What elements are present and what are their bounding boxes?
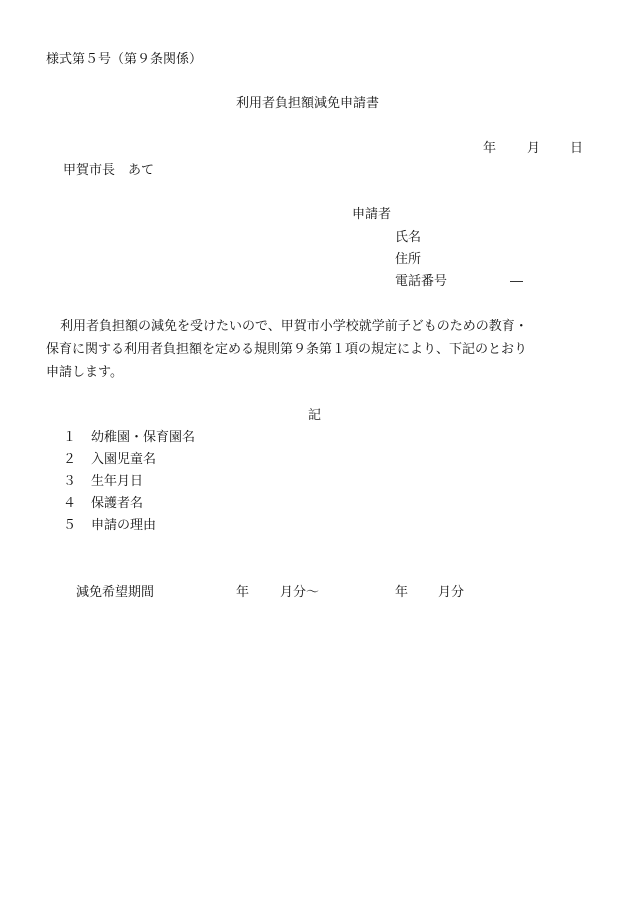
item-label: 幼稚園・保育園名 (91, 430, 196, 445)
item-number: ３ (63, 474, 77, 489)
list-item (63, 429, 195, 447)
date-year: 年 (483, 141, 497, 156)
list-item (63, 495, 143, 513)
body-line: 保育に関する利用者負担額を定める規則第９条第１項の規定により、下記のとおり (46, 342, 528, 357)
date-month: 月 (527, 141, 541, 156)
body-line: 申請します。 (46, 365, 123, 380)
applicant-phone-dash: ― (510, 274, 523, 289)
ki-heading: 記 (308, 408, 322, 423)
period-from-month: 月分～ (280, 585, 320, 600)
applicant-phone-label: 電話番号 (395, 274, 448, 289)
item-number: ４ (63, 496, 77, 511)
applicant-name-label: 氏名 (395, 230, 422, 245)
period-to-year: 年 (395, 585, 409, 600)
document-title: 利用者負担額減免申請書 (236, 96, 380, 111)
body-line: 利用者負担額の減免を受けたいので、甲賀市小学校就学前子どものための教育・ (60, 319, 528, 334)
applicant-address-label: 住所 (395, 252, 422, 267)
list-item (63, 517, 156, 535)
item-number: １ (63, 430, 77, 445)
list-item (63, 451, 156, 469)
item-number: ５ (63, 518, 77, 533)
body-paragraph (46, 315, 591, 384)
period-label: 減免希望期間 (76, 585, 155, 600)
item-label: 保護者名 (91, 496, 144, 511)
list-item (63, 473, 143, 491)
item-label: 申請の理由 (91, 518, 157, 533)
item-label: 入園児童名 (91, 452, 157, 467)
date-day: 日 (570, 141, 584, 156)
period-to-month: 月分 (438, 585, 465, 600)
item-number: ２ (63, 452, 77, 467)
applicant-heading: 申請者 (352, 207, 392, 222)
item-label: 生年月日 (91, 474, 144, 489)
period-from-year: 年 (236, 585, 250, 600)
form-number: 様式第５号（第９条関係） (46, 52, 203, 67)
addressee: 甲賀市長 あて (63, 163, 155, 178)
